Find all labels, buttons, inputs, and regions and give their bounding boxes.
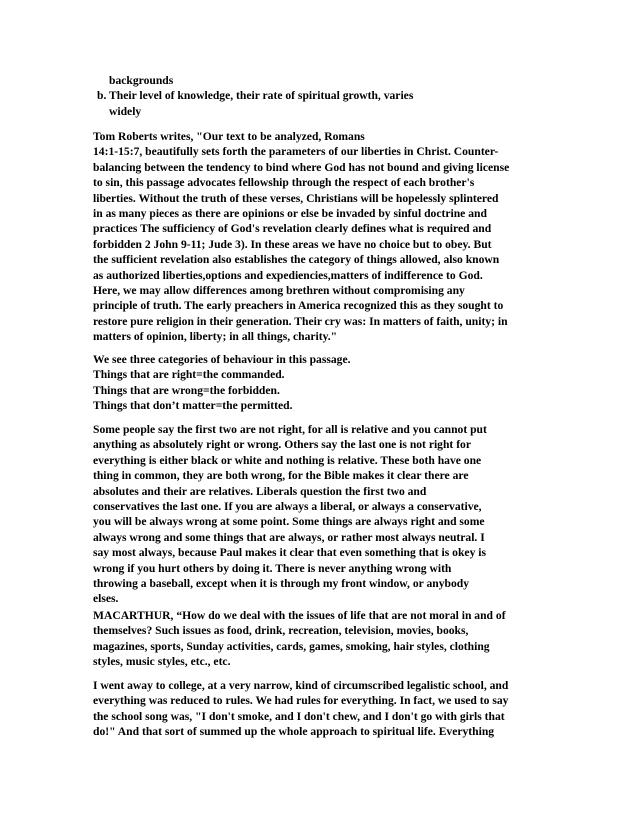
text-line: throwing a baseball, except when it is through my front window, or anybody <box>93 577 469 591</box>
text-line: Some people say the first two are not right, for all is relative and you cannot put <box>93 423 487 436</box>
text-line: do!" And that sort of summed up the whole approach to spiritual life. Everything <box>93 725 495 739</box>
text-line: Tom Roberts writes, "Our text to be analyzed, Romans <box>93 130 365 143</box>
text-line: you will be always wrong at some point. Some things are always right and some <box>93 515 485 529</box>
text-line: to sin, this passage advocates fellowship through the respect of each brother's <box>93 176 475 190</box>
text-line: 14:1-15:7, beautifully sets forth the parameters of our liberties in Christ. Counter- <box>93 145 499 159</box>
text-line: practices The sufficiency of God's revelation clearly defines what is required and <box>93 222 492 236</box>
text-line: restore pure religion in their generation. Their cry was: In matters of faith, unity; in <box>93 314 508 328</box>
text-line: absolutes and their are relatives. Liberals question the first two and <box>93 484 427 498</box>
text-line: everything is either black or white and nothing is relative. These both have one <box>93 453 482 467</box>
text-line: the sufficient revelation also establishes the category of things allowed, also known <box>93 253 500 267</box>
text-line: MACARTHUR, “How do we deal with the issues of life that are not moral in and of <box>93 609 506 622</box>
text-line: in as many pieces as there are opinions or else be invaded by sinful doctrine and <box>93 207 487 221</box>
college-paragraph <box>93 678 613 740</box>
text-line: magazines, sports, Sunday activities, cards, games, smoking, hair styles, clothing <box>93 639 490 653</box>
text-line: conservatives the last one. If you are always a liberal, or always a conservative, <box>93 500 482 514</box>
text-line: everything was reduced to rules. We had rules for everything. In fact, we used to say <box>93 694 509 708</box>
text-line: Things that are wrong=the forbidden. <box>93 383 280 397</box>
text-line: themselves? Such issues as food, drink, recreation, television, movies, books, <box>93 624 469 638</box>
text-line: as authorized liberties,options and expediencies,matters of indifference to God. <box>93 268 483 282</box>
relative-paragraph <box>93 422 613 607</box>
text-line: wrong if you hurt others by doing it. There is never anything wrong with <box>93 561 452 575</box>
text-line: balancing between the tendency to bind where God has not bound and giving license <box>93 160 510 174</box>
text-line: widely <box>109 104 142 118</box>
text-line: matters of opinion, liberty; in all things, charity." <box>93 330 338 344</box>
text-line: the school song was, "I don't smoke, and I don't chew, and I don't go with girls that <box>93 709 505 723</box>
text-line: always wrong and some things that are always, or rather most always neutral. I <box>93 530 485 544</box>
text-line: Things that are right=the commanded. <box>93 368 285 382</box>
macarthur-paragraph <box>93 608 613 670</box>
text-line: elses. <box>93 592 119 606</box>
text-line: We see three categories of behaviour in this passage. <box>93 353 351 366</box>
text-line: anything as absolutely right or wrong. Others say the last one is not right for <box>93 438 471 452</box>
categories-paragraph <box>93 352 613 414</box>
text-line: forbidden 2 John 9-11; Jude 3). In these areas we have no choice but to obey. But <box>93 237 492 251</box>
text-line: thing in common, they are both wrong, for the Bible makes it clear there are <box>93 469 469 483</box>
outline-block <box>93 73 613 119</box>
text-line: liberties. Without the truth of these verses, Christians will be hopelessly splintered <box>93 191 499 205</box>
text-line: b. Their level of knowledge, their rate of spiritual growth, varies <box>97 89 414 103</box>
text-line: principle of truth. The early preachers in America recognized this as they sought to <box>93 299 504 313</box>
text-line: styles, music styles, etc., etc. <box>93 655 231 669</box>
text-line: I went away to college, at a very narrow, kind of circumscribed legalistic school, and <box>93 679 509 692</box>
text-line: backgrounds <box>109 74 174 87</box>
text-line: say most always, because Paul makes it clear that even something that is okey is <box>93 546 486 560</box>
text-line: Here, we may allow differences among brethren without compromising any <box>93 284 465 298</box>
roberts-quote-paragraph <box>93 129 613 345</box>
text-line: Things that don’t matter=the permitted. <box>93 399 293 413</box>
